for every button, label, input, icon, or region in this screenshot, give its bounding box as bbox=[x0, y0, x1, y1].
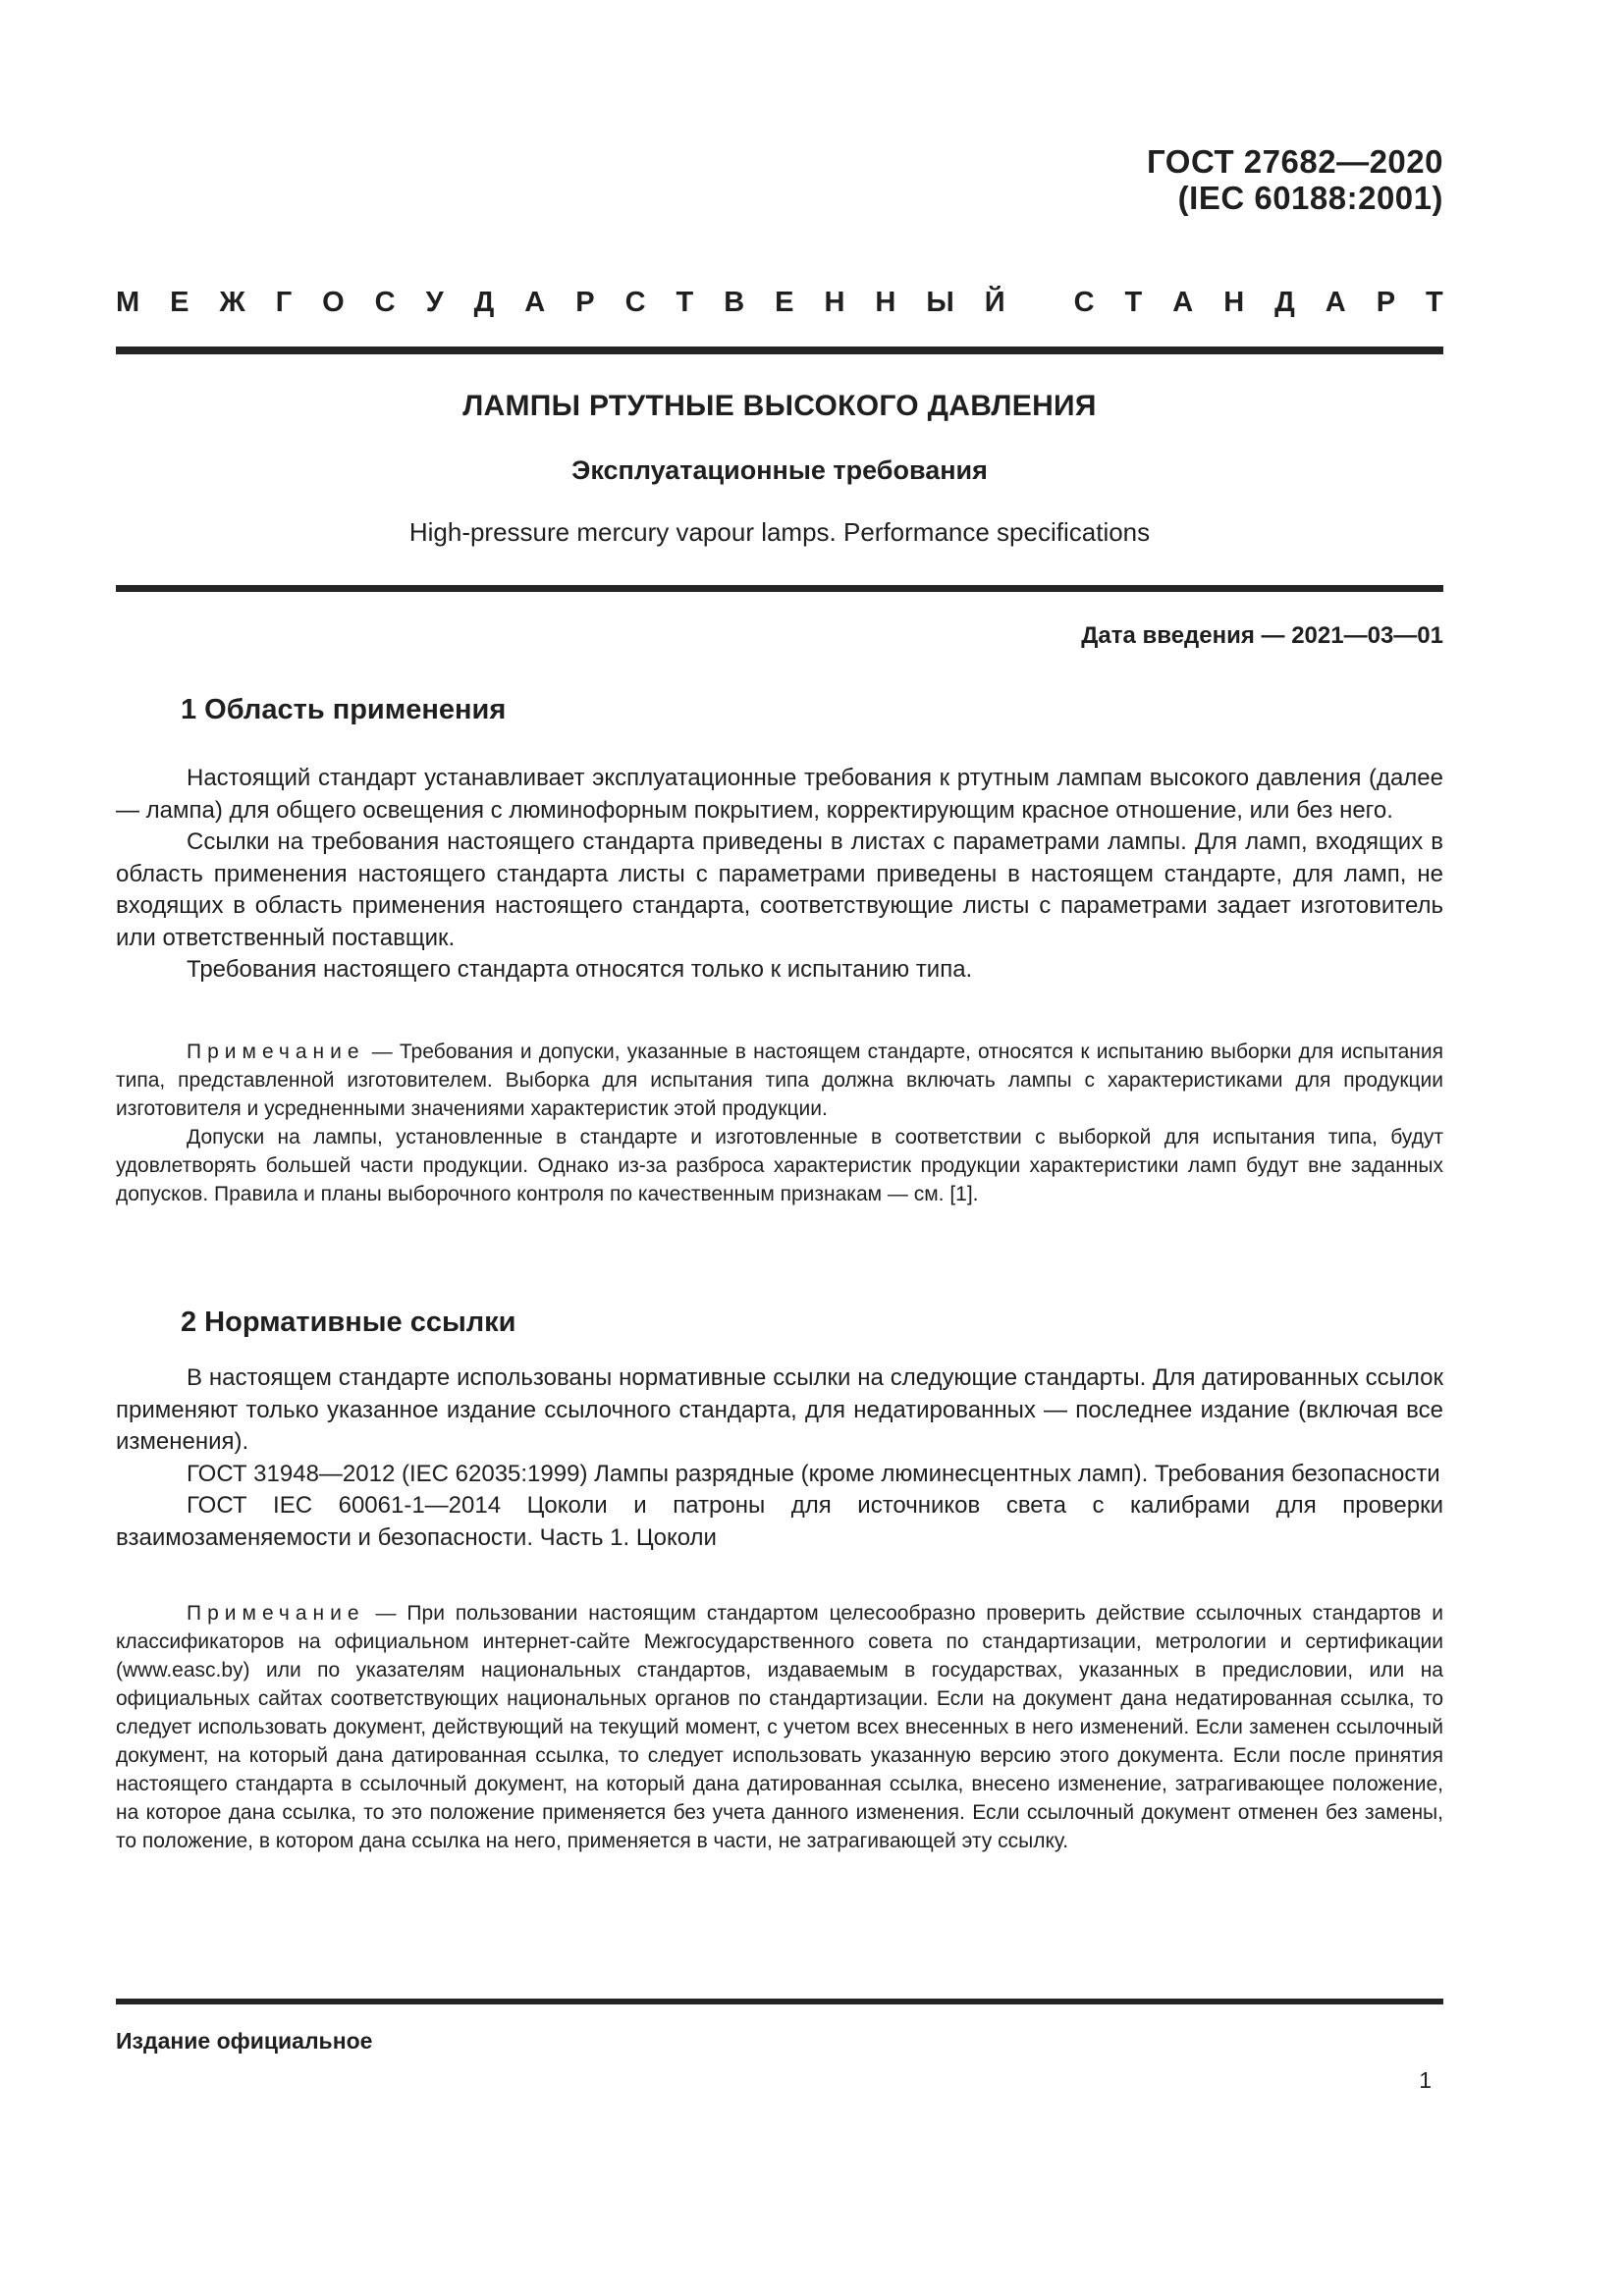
paragraph: Настоящий стандарт устанавливает эксплуатационные требования к ртутным лампам высокого давления (далее — лампа) для общего освещения с люминофорным покрытием, корректирующим красное отношение, или без него. bbox=[116, 765, 1443, 824]
banner-letter: Н bbox=[1223, 287, 1245, 318]
banner-letter: Е bbox=[775, 287, 794, 318]
section-2-heading: 2 Нормативные ссылки bbox=[181, 1307, 516, 1338]
paragraph: ГОСТ IEC 60061-1—2014 Цоколи и патроны для источников света с калибрами для проверки взаимозаменяемости и безопасности. Часть 1. Цоколи bbox=[116, 1492, 1443, 1551]
page-number: 1 bbox=[1419, 2067, 1432, 2093]
banner-letter: Д bbox=[473, 287, 495, 318]
paragraph: Требования настоящего стандарта относятся только к испытанию типа. bbox=[187, 956, 973, 983]
note-text: — Требования и допуски, указанные в настоящем стандарте, относятся к испытанию выборки для испытания типа, представленной изготовителем. Выборка для испытания типа должна включать лампы с характеристиками для продукции изготовителя и усредненными значениями характеристик этой продукции. bbox=[116, 1041, 1443, 1120]
doc-number: ГОСТ 27682—2020 bbox=[1147, 143, 1443, 180]
section-1-body bbox=[116, 763, 1443, 987]
banner-letter: А bbox=[1325, 287, 1346, 318]
section-1-notes bbox=[116, 1038, 1443, 1208]
doc-iec-reference: (IEC 60188:2001) bbox=[1177, 180, 1443, 216]
top-rule bbox=[116, 347, 1443, 354]
section-2-notes bbox=[116, 1599, 1443, 1855]
edition-official-label: Издание официальное bbox=[116, 2028, 373, 2054]
paragraph: Ссылки на требования настоящего стандарта приведены в листах с параметрами лампы. Для ламп, входящих в область применения настоящего стандарта листы с параметрами приведены в настоящем стандарте, для ламп, не входящих в область применения настоящего стандарта, соответствующие листы с параметрами задает изготовитель или ответственный поставщик. bbox=[116, 828, 1443, 951]
banner-letter: Н bbox=[824, 287, 845, 318]
document-title-en: High-pressure mercury vapour lamps. Performance specifications bbox=[408, 517, 1151, 547]
note-label: Примечание bbox=[187, 1602, 365, 1625]
banner-letter: Т bbox=[1124, 287, 1143, 318]
banner-letter: У bbox=[425, 287, 444, 318]
effective-date-line: Дата введения — 2021—03—01 bbox=[1081, 622, 1443, 649]
banner-letter: Ы bbox=[926, 287, 954, 318]
section-2-body bbox=[116, 1362, 1443, 1554]
banner-letter: Т bbox=[1426, 287, 1443, 318]
note-text: Допуски на лампы, установленные в стандарте и изготовленные в соответствии с выборкой для испытания типа, будут удовлетворять большей части продукции. Однако из-за разброса характеристик продукции характеристики ламп будут вне заданных допусков. Правила и планы выборочного контроля по качественным признакам — см. [1]. bbox=[116, 1126, 1443, 1205]
banner-letter: В bbox=[724, 287, 745, 318]
banner-letter: М bbox=[116, 287, 140, 318]
note bbox=[116, 1599, 1443, 1855]
banner-letter bbox=[1036, 286, 1044, 319]
paragraph: ГОСТ 31948—2012 (IEC 62035:1999) Лампы разрядные (кроме люминесцентных ламп). Требования безопасности bbox=[187, 1460, 1440, 1487]
banner-letter: Н bbox=[875, 287, 896, 318]
footer-rule bbox=[116, 1999, 1443, 2004]
banner-letter: С bbox=[374, 287, 396, 318]
banner-letter: А bbox=[524, 287, 546, 318]
note-label: Примечание bbox=[187, 1041, 365, 1063]
mid-rule bbox=[116, 585, 1443, 592]
banner-letter: Р bbox=[1376, 287, 1396, 318]
banner-letter: Г bbox=[275, 287, 293, 318]
document-title-ru: ЛАМПЫ РТУТНЫЕ ВЫСОКОГО ДАВЛЕНИЯ bbox=[462, 390, 1097, 422]
banner-letter: Т bbox=[676, 287, 694, 318]
note bbox=[116, 1123, 1443, 1208]
section-1-heading: 1 Область применения bbox=[181, 694, 507, 725]
paragraph: В настоящем стандарте использованы нормативные ссылки на следующие стандарты. Для датированных ссылок применяют только указанное издание ссылочного стандарта, для недатированных — последнее издание (включая все изменения). bbox=[116, 1364, 1443, 1455]
banner-letter: Д bbox=[1274, 287, 1295, 318]
banner-letter: А bbox=[1172, 287, 1194, 318]
banner-letter: Е bbox=[170, 287, 189, 318]
banner-letter: О bbox=[322, 287, 345, 318]
banner-letter: Й bbox=[984, 287, 1005, 318]
banner-letter: С bbox=[624, 287, 646, 318]
doc-number-block bbox=[1147, 143, 1443, 216]
banner-letter: С bbox=[1073, 287, 1095, 318]
note-text: — При пользовании настоящим стандартом целесообразно проверить действие ссылочных стандартов и классификаторов на официальном интернет-сайте Межгосударственного совета по стандартизации, метрологии и сертификации (www.easc.by) или по указателям национальных стандартов, издаваемым в государствах, указанных в предисловии, или на официальных сайтах соответствующих национальных органов по стандартизации. Если на документ дана недатированная ссылка, то следует использовать документ, действующий на текущий момент, с учетом всех внесенных в него изменений. Если заменен ссылочный документ, на который дана датированная ссылка, то следует использовать указанную версию этого документа. Если после принятия настоящего стандарта в ссылочный документ, на который дана датированная ссылка, внесено изменение, затрагивающее положение, на которое дана ссылка, то это положение применяется без учета данного изменения. Если ссылочный документ отменен без замены, то положение, в котором дана ссылка на него, применяется в части, не затрагивающей эту ссылку. bbox=[116, 1602, 1443, 1852]
standard-type-banner bbox=[116, 286, 1443, 319]
banner-letter: Ж bbox=[219, 287, 245, 318]
document-subtitle-ru: Эксплуатационные требования bbox=[571, 455, 988, 485]
note bbox=[116, 1038, 1443, 1123]
banner-letter: Р bbox=[575, 287, 595, 318]
